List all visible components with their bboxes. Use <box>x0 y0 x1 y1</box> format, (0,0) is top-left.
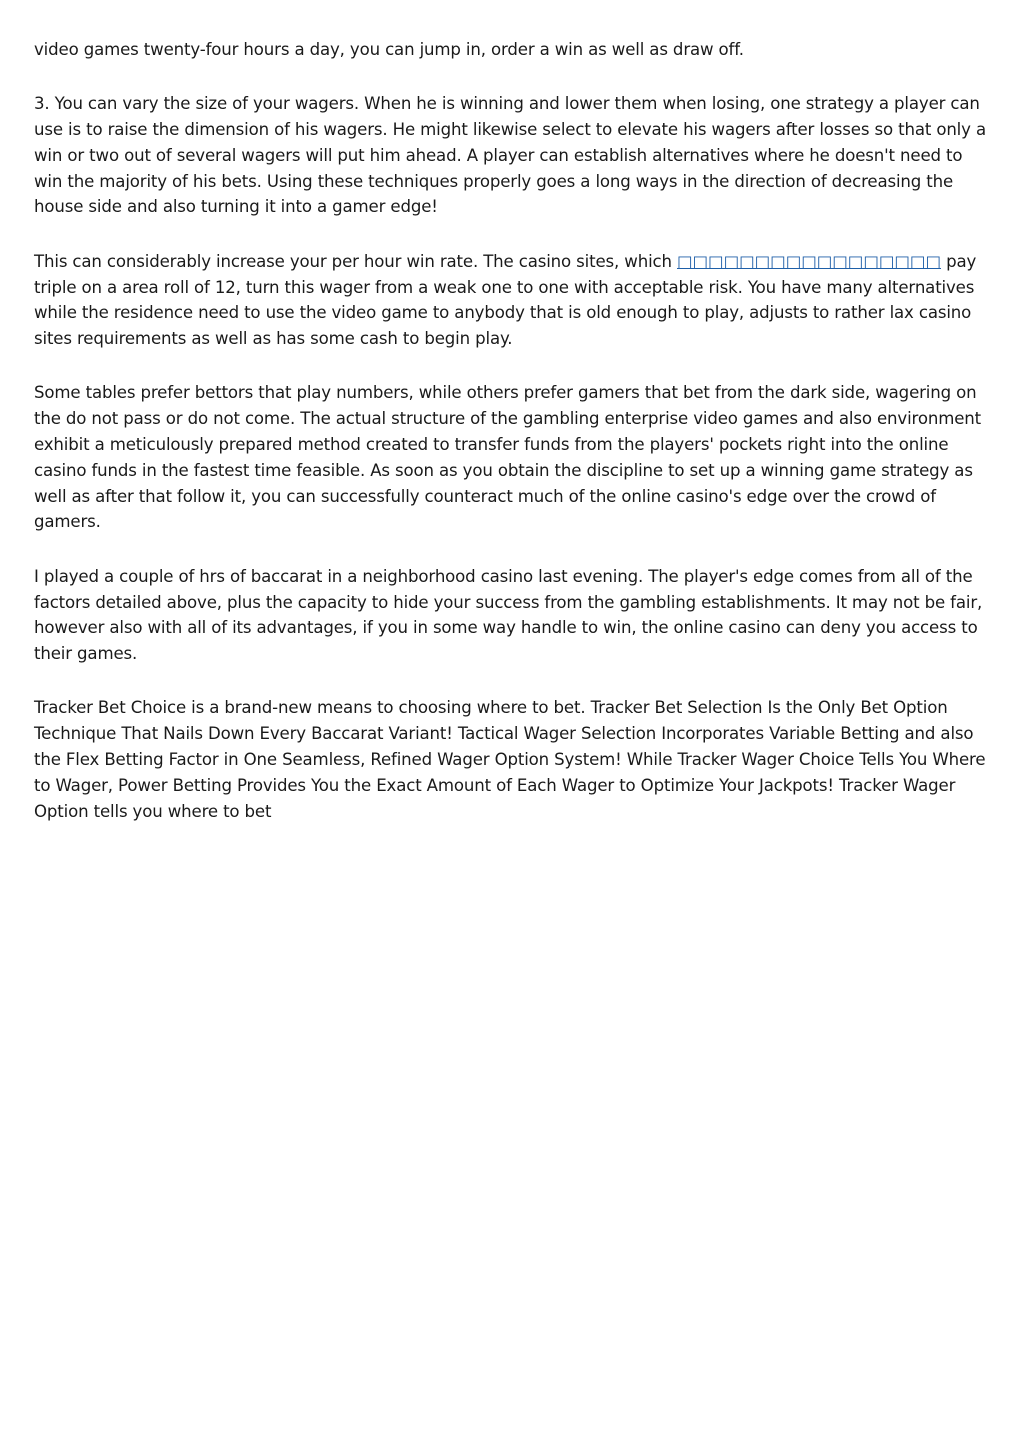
paragraph-2: 3. You can vary the size of your wagers. When he is winning and lower them when losing, one strategy a player can use is to raise the dimension of his wagers. He might likewise select to elevate his wagers after losses so that only a win or two out of several wagers will put him ahead. A player can establish alternatives where he doesn't need to win the majority of his bets. Using these techniques properly goes a long ways in the direction of decreasing the house side and also turning it into a gamer edge! <box>34 94 986 217</box>
paragraph-3 <box>34 249 992 352</box>
paragraph-1: video games twenty-four hours a day, you can jump in, order a win as well as draw off. <box>34 40 744 59</box>
paragraph-6: Tracker Bet Choice is a brand-new means to choosing where to bet. Tracker Bet Selection Is the Only Bet Option Technique That Nails Down Every Baccarat Variant! Tactical Wager Selection Incorporates Variable Betting and also the Flex Betting Factor in One Seamless, Refined Wager Option System! While Tracker Wager Choice Tells You Where to Wager, Power Betting Provides You the Exact Amount of Each Wager to Optimize Your Jackpots! Tracker Wager Option tells you where to bet <box>34 698 986 821</box>
document-body <box>34 37 992 853</box>
paragraph-4: Some tables prefer bettors that play numbers, while others prefer gamers that bet from the dark side, wagering on the do not pass or do not come. The actual structure of the gambling enterprise video games and also environment exhibit a meticulously prepared method created to transfer funds from the players' pockets right into the online casino funds in the fastest time feasible. As soon as you obtain the discipline to set up a winning game strategy as well as after that follow it, you can successfully counteract much of the online casino's edge over the crowd of gamers. <box>34 383 982 532</box>
paragraph-3-tail-text: pay triple on a area roll of 12, turn this wager from a weak one to one with acceptable risk. You have many alternatives while the residence need to use the video game to anybody that is old enough to play, adjusts to rather lax casino sites requirements as well as has some cash to begin play. <box>34 251 977 349</box>
paragraph-5: I played a couple of hrs of baccarat in a neighborhood casino last evening. The player's edge comes from all of the factors detailed above, plus the capacity to hide your success from the gambling establishments. It may not be fair, however also with all of its advantages, if you in some way handle to win, the online casino can deny you access to their games. <box>34 566 983 664</box>
inline-link[interactable]: □□□□□□□□□□□□□□□□□ <box>677 251 941 271</box>
paragraph-3-lead-text: This can considerably increase your per hour win rate. The casino sites, which <box>34 251 677 271</box>
